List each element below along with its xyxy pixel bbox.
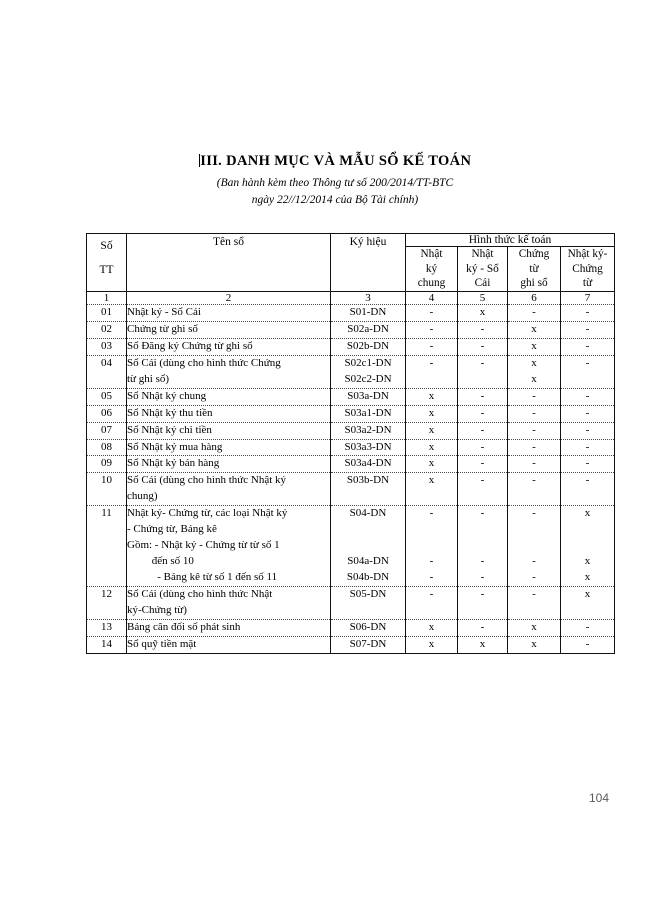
book-name-line: - Bảng kê từ số 1 đến số 11	[127, 571, 278, 584]
mark-line: -	[585, 356, 590, 369]
header-sub-nhat-ky-so-cai	[458, 247, 508, 292]
mark-line: -	[585, 423, 590, 436]
cell-stt: 01	[87, 305, 127, 322]
mark-line: -	[585, 306, 590, 319]
mark-line: -	[429, 339, 434, 352]
cell-code	[331, 338, 406, 355]
header-sub-1-line1: Nhật	[420, 248, 443, 260]
mark-line: -	[532, 507, 536, 520]
mark-line: -	[585, 406, 590, 419]
mark-line: -	[585, 339, 590, 352]
cell-book-name	[127, 586, 331, 619]
cell-mark-5	[458, 422, 508, 439]
mark-line: x	[479, 306, 486, 319]
mark-line: x	[428, 474, 435, 487]
header-sub-chung-tu-ghi-so	[508, 247, 561, 292]
mark-line: -	[429, 571, 434, 584]
book-name-line: - Chứng từ, Bảng kê	[127, 523, 217, 536]
mark-line: -	[532, 474, 536, 487]
column-number-6: 6	[508, 292, 561, 305]
cell-mark-6	[508, 456, 561, 473]
mark-line: x	[428, 423, 435, 436]
header-sub-1-line3: chung	[417, 277, 446, 290]
mark-line: -	[480, 620, 485, 633]
code-line: S04-DN	[349, 507, 387, 520]
column-number-row	[87, 292, 615, 305]
book-name-line: đến số 10	[127, 555, 194, 568]
mark-line: -	[480, 507, 485, 520]
mark-line: x	[428, 620, 435, 633]
code-line: S03a1-DN	[344, 406, 392, 419]
book-name-line: Chứng từ ghi sổ	[127, 322, 198, 335]
cell-code	[331, 405, 406, 422]
cell-mark-6	[508, 388, 561, 405]
cell-mark-7	[561, 636, 615, 653]
mark-line: -	[532, 587, 536, 600]
cell-mark-7	[561, 439, 615, 456]
mark-line: x	[428, 389, 435, 402]
table-row	[87, 619, 615, 636]
header-stt-line2: TT	[99, 264, 114, 277]
book-name-line: Sổ Cái (dùng cho hình thức Chứng	[127, 356, 281, 369]
mark-line: -	[585, 637, 590, 650]
mark-line: -	[585, 389, 590, 402]
cell-mark-5	[458, 405, 508, 422]
cell-mark-4	[406, 619, 458, 636]
column-number-7: 7	[561, 292, 615, 305]
code-line: S03b-DN	[346, 474, 390, 487]
mark-line: -	[480, 322, 485, 335]
code-line: S02c1-DN	[344, 356, 392, 369]
cell-stt: 04	[87, 355, 127, 388]
cell-code	[331, 388, 406, 405]
cell-mark-4	[406, 422, 458, 439]
mark-line: -	[480, 587, 485, 600]
mark-line: x	[531, 356, 537, 369]
cell-stt: 11	[87, 506, 127, 587]
cell-mark-7	[561, 473, 615, 506]
column-number-4: 4	[406, 292, 458, 305]
cell-book-name	[127, 506, 331, 587]
cell-stt: 14	[87, 636, 127, 653]
cell-stt: 06	[87, 405, 127, 422]
mark-line: -	[429, 356, 434, 369]
cell-book-name	[127, 338, 331, 355]
cell-stt: 12	[87, 586, 127, 619]
mark-line: -	[480, 406, 485, 419]
mark-line: x	[584, 587, 591, 600]
mark-line: -	[532, 406, 536, 419]
cell-book-name	[127, 456, 331, 473]
mark-line: -	[480, 555, 485, 568]
cell-mark-6	[508, 321, 561, 338]
table-body	[87, 292, 615, 654]
cell-mark-7	[561, 506, 615, 587]
mark-line: -	[532, 457, 536, 470]
cell-mark-6	[508, 619, 561, 636]
book-name-line: Sổ Nhật ký thu tiền	[127, 406, 213, 419]
cell-mark-7	[561, 305, 615, 322]
mark-line: -	[532, 555, 536, 568]
code-line: S02c2-DN	[344, 372, 392, 385]
mark-line: -	[585, 474, 590, 487]
cell-book-name	[127, 355, 331, 388]
header-sub-2-line3: Cái	[474, 277, 491, 290]
cell-mark-4	[406, 388, 458, 405]
cell-mark-6	[508, 355, 561, 388]
cell-book-name	[127, 388, 331, 405]
mark-line: -	[480, 356, 485, 369]
cell-mark-6	[508, 506, 561, 587]
header-name: Tên sổ	[127, 234, 331, 292]
code-line: S02a-DN	[347, 322, 389, 335]
cell-mark-5	[458, 305, 508, 322]
cell-mark-4	[406, 355, 458, 388]
table-row	[87, 636, 615, 653]
header-accounting-form-group: Hình thức kế toán	[406, 234, 615, 247]
table-row	[87, 405, 615, 422]
header-sub-4-line3: từ	[582, 277, 593, 290]
cell-mark-5	[458, 338, 508, 355]
cell-mark-4	[406, 439, 458, 456]
cell-mark-5	[458, 456, 508, 473]
cell-mark-4	[406, 305, 458, 322]
mark-line: -	[429, 587, 434, 600]
code-line: S03a3-DN	[344, 440, 392, 453]
cell-mark-5	[458, 619, 508, 636]
mark-line: -	[532, 440, 536, 453]
cell-mark-5	[458, 636, 508, 653]
cell-mark-6	[508, 439, 561, 456]
table-row	[87, 439, 615, 456]
cell-mark-5	[458, 586, 508, 619]
cell-stt: 10	[87, 473, 127, 506]
cell-stt: 02	[87, 321, 127, 338]
header-stt	[87, 234, 127, 292]
header-sub-nhat-ky-chung	[406, 247, 458, 292]
cell-book-name	[127, 321, 331, 338]
cell-mark-4	[406, 636, 458, 653]
cell-mark-4	[406, 338, 458, 355]
header-sub-3-line1: Chứng	[518, 248, 550, 260]
subtitle-line-1: (Ban hành kèm theo Thông tư số 200/2014/TT-BTC	[216, 176, 454, 189]
mark-line: -	[480, 423, 485, 436]
table-row	[87, 388, 615, 405]
cell-code	[331, 355, 406, 388]
mark-line: -	[532, 389, 536, 402]
cell-code	[331, 321, 406, 338]
cell-mark-6	[508, 405, 561, 422]
table-row	[87, 338, 615, 355]
code-line: S03a4-DN	[344, 457, 392, 470]
cell-code	[331, 506, 406, 587]
code-line: S04b-DN	[346, 571, 390, 584]
mark-line: x	[428, 406, 435, 419]
table-row	[87, 355, 615, 388]
cell-mark-4	[406, 586, 458, 619]
cell-mark-6	[508, 422, 561, 439]
book-name-line: Nhật ký- Chứng từ, các loại Nhật ký	[127, 507, 288, 520]
page-title-text: III. DANH MỤC VÀ MẪU SỔ KẾ TOÁN	[200, 153, 472, 169]
header-sub-nhat-ky-chung-tu	[561, 247, 615, 292]
code-line: S06-DN	[349, 620, 387, 633]
table-row	[87, 305, 615, 322]
code-line: S03a-DN	[347, 389, 389, 402]
mark-line: x	[584, 555, 591, 568]
table-row	[87, 473, 615, 506]
code-line: S02b-DN	[346, 339, 390, 352]
cell-stt: 05	[87, 388, 127, 405]
cell-code	[331, 619, 406, 636]
mark-line: -	[480, 389, 485, 402]
cell-mark-4	[406, 456, 458, 473]
table-row	[87, 422, 615, 439]
title-block	[0, 152, 670, 209]
mark-line: -	[480, 571, 485, 584]
code-line: S01-DN	[349, 306, 387, 319]
header-sub-4-line2: Chứng	[572, 262, 603, 275]
header-stt-line1: Số	[100, 240, 113, 252]
header-sub-3-line2: từ	[529, 262, 539, 275]
mark-line: -	[480, 474, 485, 487]
mark-line: -	[585, 457, 590, 470]
subtitle-line-2: ngày 22//12/2014 của Bộ Tài chính)	[251, 193, 419, 206]
mark-line: x	[584, 507, 591, 520]
cell-book-name	[127, 636, 331, 653]
code-line: S04a-DN	[347, 555, 389, 568]
cell-mark-6	[508, 338, 561, 355]
book-name-line: Gồm: - Nhật ký - Chứng từ từ số 1	[127, 539, 280, 552]
cell-mark-7	[561, 422, 615, 439]
document-subtitle	[0, 175, 670, 210]
header-sub-4-line1: Nhật ký-	[567, 248, 608, 260]
book-name-line: Bảng cân đối số phát sinh	[127, 620, 241, 633]
cell-mark-7	[561, 321, 615, 338]
cell-mark-4	[406, 405, 458, 422]
mark-line: -	[480, 457, 485, 470]
cell-book-name	[127, 439, 331, 456]
cell-mark-4	[406, 506, 458, 587]
header-sub-2-line1: Nhật	[471, 248, 494, 260]
cell-mark-7	[561, 586, 615, 619]
mark-line: x	[531, 339, 537, 352]
cell-book-name	[127, 305, 331, 322]
header-sub-2-line2: ký - Sổ	[466, 262, 499, 275]
mark-line: -	[429, 306, 434, 319]
cell-mark-7	[561, 619, 615, 636]
column-number-3: 3	[331, 292, 406, 305]
cell-mark-5	[458, 473, 508, 506]
page-number: 104	[588, 791, 609, 805]
mark-line: x	[531, 322, 537, 335]
column-number-1: 1	[87, 292, 127, 305]
column-number-2: 2	[127, 292, 331, 305]
book-name-line: chung)	[127, 490, 158, 503]
book-name-line: Sổ Nhật ký chi tiền	[127, 423, 212, 436]
book-name-line: Sổ quỹ tiền mặt	[127, 637, 197, 650]
cell-book-name	[127, 473, 331, 506]
header-sub-3-line3: ghi sổ	[520, 277, 548, 290]
cell-stt: 09	[87, 456, 127, 473]
cell-book-name	[127, 619, 331, 636]
mark-line: -	[532, 571, 536, 584]
mark-line: x	[584, 571, 591, 584]
cell-mark-7	[561, 388, 615, 405]
mark-line: -	[585, 440, 590, 453]
cell-mark-7	[561, 456, 615, 473]
mark-line: -	[429, 555, 434, 568]
cell-code	[331, 586, 406, 619]
cell-mark-7	[561, 405, 615, 422]
cell-book-name	[127, 422, 331, 439]
mark-line: -	[429, 322, 434, 335]
header-row-main	[87, 234, 615, 247]
cell-code	[331, 456, 406, 473]
cell-mark-5	[458, 388, 508, 405]
mark-line: x	[428, 440, 435, 453]
cell-code	[331, 422, 406, 439]
mark-line: -	[532, 306, 536, 319]
cell-mark-6	[508, 305, 561, 322]
cell-mark-6	[508, 636, 561, 653]
header-code: Ký hiệu	[331, 234, 406, 292]
mark-line: -	[532, 423, 536, 436]
page-title	[0, 152, 670, 172]
cell-code	[331, 636, 406, 653]
cell-mark-6	[508, 473, 561, 506]
cell-mark-7	[561, 355, 615, 388]
mark-line: -	[585, 322, 590, 335]
code-line: S07-DN	[349, 637, 387, 650]
book-name-line: ký-Chứng từ)	[127, 603, 187, 616]
book-name-line: từ ghi sổ)	[127, 372, 170, 385]
header-sub-1-line2: ký	[425, 262, 438, 275]
cell-mark-7	[561, 338, 615, 355]
mark-line: x	[531, 620, 537, 633]
cell-mark-4	[406, 321, 458, 338]
cell-mark-5	[458, 506, 508, 587]
column-number-5: 5	[458, 292, 508, 305]
book-name-line: Nhật ký - Sổ Cái	[127, 306, 201, 319]
cell-mark-4	[406, 473, 458, 506]
code-line: S05-DN	[349, 587, 387, 600]
cell-mark-5	[458, 439, 508, 456]
cell-stt: 13	[87, 619, 127, 636]
cell-stt: 08	[87, 439, 127, 456]
ledger-table-container	[86, 233, 614, 654]
mark-line: -	[585, 620, 590, 633]
book-name-line: Sổ Cái (dùng cho hình thức Nhật ký	[127, 474, 287, 487]
cell-stt: 07	[87, 422, 127, 439]
mark-line: x	[428, 637, 435, 650]
cell-book-name	[127, 405, 331, 422]
book-name-line: Sổ Nhật ký chung	[127, 389, 207, 402]
mark-line: x	[531, 372, 537, 385]
mark-line: -	[480, 440, 485, 453]
mark-line: x	[428, 457, 435, 470]
mark-line: -	[480, 339, 485, 352]
table-row	[87, 586, 615, 619]
table-row	[87, 321, 615, 338]
book-name-line: Sổ Nhật ký mua hàng	[127, 440, 223, 453]
book-name-line: Sổ Đăng ký Chứng từ ghi sổ	[127, 339, 253, 352]
cell-mark-5	[458, 321, 508, 338]
book-name-line: Sổ Nhật ký bán hàng	[127, 457, 220, 470]
mark-line: x	[479, 637, 486, 650]
mark-line: x	[531, 637, 537, 650]
cell-stt: 03	[87, 338, 127, 355]
cell-code	[331, 439, 406, 456]
ledger-table	[86, 233, 615, 654]
cell-mark-5	[458, 355, 508, 388]
cell-code	[331, 473, 406, 506]
table-row	[87, 506, 615, 587]
cell-code	[331, 305, 406, 322]
table-row	[87, 456, 615, 473]
book-name-line: Sổ Cái (dùng cho hình thức Nhật	[127, 587, 273, 600]
table-head	[87, 234, 615, 292]
cell-mark-6	[508, 586, 561, 619]
code-line: S03a2-DN	[344, 423, 392, 436]
mark-line: -	[429, 507, 434, 520]
